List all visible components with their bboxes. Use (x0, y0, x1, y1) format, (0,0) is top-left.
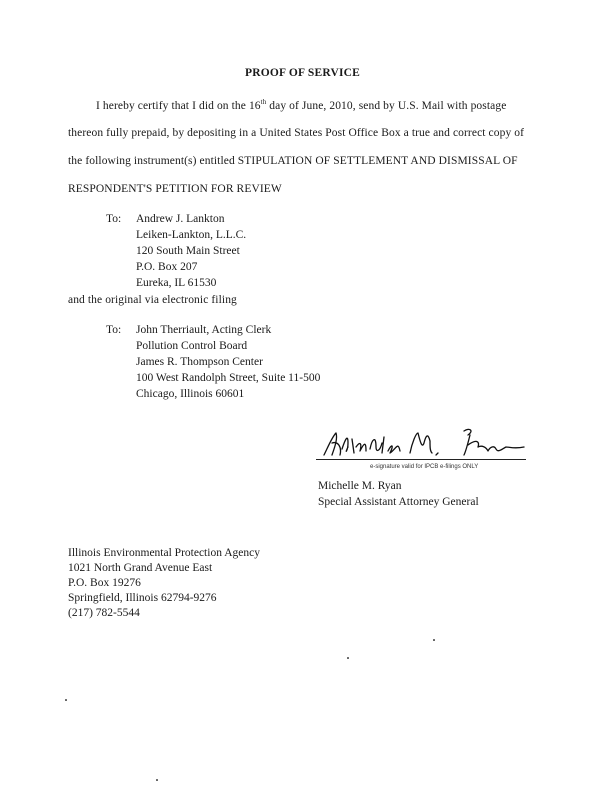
to-label: To: (106, 213, 122, 225)
agency-line: 1021 North Grand Avenue East (68, 562, 213, 574)
scan-speck (433, 639, 435, 641)
signature-line (316, 459, 526, 460)
scan-speck (347, 657, 349, 659)
address-line: Eureka, IL 61530 (136, 277, 217, 289)
address-line: James R. Thompson Center (136, 356, 263, 368)
signer-title: Special Assistant Attorney General (318, 496, 479, 508)
body-line-1-suffix: day of June, 2010, send by U.S. Mail with postage (266, 99, 507, 112)
address-line: 120 South Main Street (136, 245, 240, 257)
address-line: 100 West Randolph Street, Suite 11-500 (136, 372, 321, 384)
scan-speck (156, 779, 158, 781)
body-paragraph-line-4: RESPONDENT'S PETITION FOR REVIEW (68, 183, 282, 195)
address-line: Pollution Control Board (136, 340, 248, 352)
agency-line: (217) 782-5544 (68, 607, 140, 619)
body-paragraph-line-2: thereon fully prepaid, by depositing in a United States Post Office Box a true and correct copy of (68, 127, 525, 139)
day-suffix: th (260, 98, 267, 106)
document-title: PROOF OF SERVICE (244, 67, 361, 79)
agency-line: Springfield, Illinois 62794-9276 (68, 592, 217, 604)
address-line: John Therriault, Acting Clerk (136, 324, 272, 336)
body-paragraph-line-3: the following instrument(s) entitled STIPULATION OF SETTLEMENT AND DISMISSAL OF (68, 155, 518, 167)
agency-address-block (68, 546, 260, 621)
connector-text: and the original via electronic filing (68, 294, 237, 306)
address-line: P.O. Box 207 (136, 261, 198, 273)
address-line: Leiken-Lankton, L.L.C. (136, 229, 247, 241)
address-line: Chicago, Illinois 60601 (136, 388, 245, 400)
address-line: Andrew J. Lankton (136, 213, 225, 225)
scan-speck (65, 699, 67, 701)
body-line-1-prefix: I hereby certify that I did on the 16 (96, 99, 261, 112)
agency-line: P.O. Box 19276 (68, 577, 141, 589)
e-signature-note: e-signature valid for IPCB e-filings ONLY (370, 464, 479, 470)
to-label: To: (106, 324, 122, 336)
signer-name: Michelle M. Ryan (318, 480, 402, 492)
body-paragraph-line-1 (96, 98, 506, 112)
signer-block (318, 478, 479, 510)
agency-line: Illinois Environmental Protection Agency (68, 547, 260, 559)
